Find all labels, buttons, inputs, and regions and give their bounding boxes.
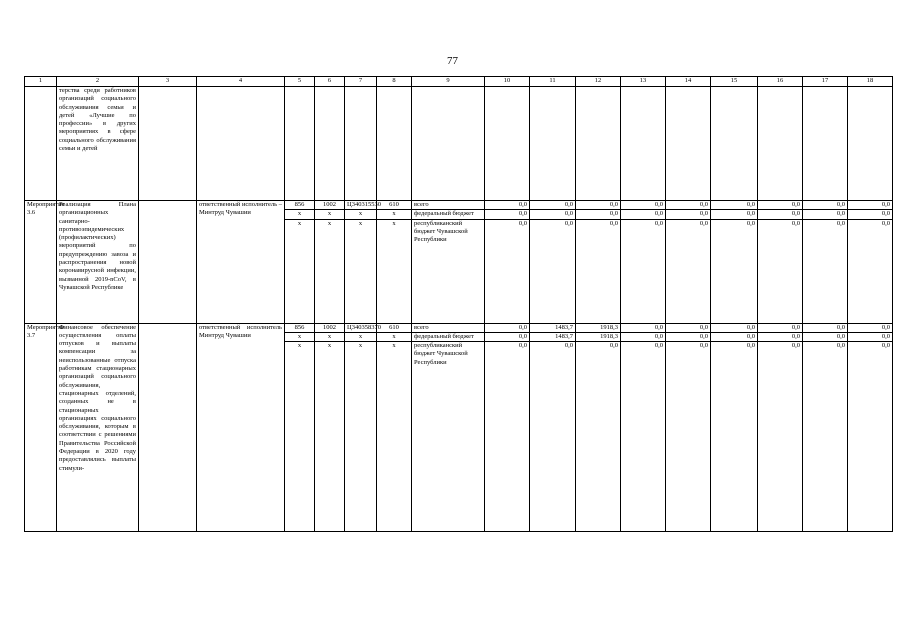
value-cell: 0,0: [711, 332, 758, 341]
budget-table: [24, 76, 893, 532]
col-header: 5: [285, 77, 315, 87]
empty-cell: [848, 87, 893, 201]
source-cell: всего: [412, 201, 485, 210]
value-cell: 0,0: [848, 219, 893, 323]
empty-cell: [576, 87, 621, 201]
csr-cell: Ц340358370: [345, 323, 377, 332]
value-cell: 0,0: [848, 210, 893, 219]
empty-cell: [758, 87, 803, 201]
col-header: 6: [315, 77, 345, 87]
empty-cell: [139, 201, 197, 324]
col-header: 16: [758, 77, 803, 87]
value-cell: 0,0: [485, 219, 530, 323]
table-row: [25, 323, 893, 332]
empty-cell: [666, 87, 711, 201]
empty-cell: [25, 87, 57, 201]
value-cell: 0,0: [711, 201, 758, 210]
event-executor: ответственный исполнитель Минтруд Чувашии: [197, 323, 285, 532]
value-cell: 0,0: [530, 342, 576, 532]
value-cell: 0,0: [530, 210, 576, 219]
event-label: Мероприятие 3.7: [25, 323, 57, 532]
vr-cell: 610: [377, 201, 412, 210]
value-cell: 0,0: [758, 219, 803, 323]
value-cell: 0,0: [666, 332, 711, 341]
empty-cell: [139, 323, 197, 532]
col-header: 1: [25, 77, 57, 87]
vr-cell: x: [377, 332, 412, 341]
empty-cell: [315, 87, 345, 201]
value-cell: 0,0: [711, 219, 758, 323]
value-cell: 0,0: [621, 201, 666, 210]
value-cell: 0,0: [666, 219, 711, 323]
value-cell: 0,0: [485, 332, 530, 341]
value-cell: 0,0: [803, 219, 848, 323]
empty-cell: [285, 87, 315, 201]
continuation-row: [25, 87, 893, 201]
value-cell: 0,0: [576, 342, 621, 532]
value-cell: 0,0: [576, 210, 621, 219]
empty-cell: [711, 87, 758, 201]
vr-cell: x: [377, 342, 412, 532]
empty-cell: [197, 87, 285, 201]
empty-cell: [621, 87, 666, 201]
table-row: [25, 201, 893, 210]
source-cell: федеральный бюджет: [412, 332, 485, 341]
value-cell: 0,0: [758, 210, 803, 219]
value-cell: 0,0: [758, 323, 803, 332]
col-header: 2: [57, 77, 139, 87]
value-cell: 0,0: [758, 332, 803, 341]
value-cell: 0,0: [530, 219, 576, 323]
value-cell: 0,0: [485, 342, 530, 532]
empty-cell: [803, 87, 848, 201]
value-cell: 0,0: [530, 201, 576, 210]
col-header: 12: [576, 77, 621, 87]
vr-cell: 610: [377, 323, 412, 332]
value-cell: 0,0: [621, 219, 666, 323]
value-cell: 0,0: [485, 323, 530, 332]
csr-cell: x: [345, 342, 377, 532]
event-label: Мероприятие 3.6: [25, 201, 57, 324]
vr-cell: x: [377, 210, 412, 219]
col-header: 10: [485, 77, 530, 87]
grbs-cell: x: [285, 342, 315, 532]
value-cell: 0,0: [666, 201, 711, 210]
value-cell: 0,0: [666, 323, 711, 332]
col-header: 4: [197, 77, 285, 87]
csr-cell: x: [345, 332, 377, 341]
value-cell: 0,0: [621, 323, 666, 332]
col-header: 8: [377, 77, 412, 87]
rz-cell: 1002: [315, 201, 345, 210]
rz-cell: x: [315, 342, 345, 532]
value-cell: 0,0: [711, 210, 758, 219]
csr-cell: Ц340315530: [345, 201, 377, 210]
header-row: [25, 77, 893, 87]
value-cell: 0,0: [803, 210, 848, 219]
value-cell: 0,0: [485, 201, 530, 210]
empty-cell: [530, 87, 576, 201]
col-header: 13: [621, 77, 666, 87]
value-cell: 0,0: [576, 201, 621, 210]
col-header: 17: [803, 77, 848, 87]
value-cell: 0,0: [711, 323, 758, 332]
value-cell: 0,0: [848, 332, 893, 341]
continuation-text: терства среди работников организаций социального обслуживания семьи и детей «Лучшие по профессии» в других мероприятиях в сфере социального обслуживания семьи и детей: [57, 87, 139, 201]
grbs-cell: x: [285, 332, 315, 341]
col-header: 18: [848, 77, 893, 87]
value-cell: 0,0: [803, 332, 848, 341]
value-cell: 0,0: [666, 342, 711, 532]
value-cell: 0,0: [758, 201, 803, 210]
page-number: 77: [447, 55, 458, 67]
col-header: 9: [412, 77, 485, 87]
rz-cell: x: [315, 219, 345, 323]
grbs-cell: x: [285, 210, 315, 219]
empty-cell: [485, 87, 530, 201]
csr-cell: x: [345, 210, 377, 219]
value-cell: 0,0: [621, 210, 666, 219]
vr-cell: x: [377, 219, 412, 323]
csr-cell: x: [345, 219, 377, 323]
col-header: 11: [530, 77, 576, 87]
value-cell: 0,0: [576, 219, 621, 323]
event-name: Реализация Плана организационных санитарно-противоэпидемических (профилактических) мероприятий по предупреждению завоза и распространения новой коронавирусной инфекции, вызванной 2019-nCoV, в Чувашской Республике: [57, 201, 139, 324]
source-cell: республиканский бюджет Чувашской Республики: [412, 342, 485, 532]
empty-cell: [345, 87, 377, 201]
value-cell: 0,0: [848, 323, 893, 332]
value-cell: 1483,7: [530, 323, 576, 332]
value-cell: 0,0: [848, 342, 893, 532]
grbs-cell: 856: [285, 323, 315, 332]
col-header: 7: [345, 77, 377, 87]
source-cell: всего: [412, 323, 485, 332]
source-cell: федеральный бюджет: [412, 210, 485, 219]
rz-cell: x: [315, 332, 345, 341]
value-cell: 0,0: [621, 342, 666, 532]
col-header: 3: [139, 77, 197, 87]
value-cell: 0,0: [485, 210, 530, 219]
empty-cell: [377, 87, 412, 201]
value-cell: 1918,3: [576, 323, 621, 332]
empty-cell: [139, 87, 197, 201]
value-cell: 0,0: [848, 201, 893, 210]
value-cell: 0,0: [711, 342, 758, 532]
col-header: 14: [666, 77, 711, 87]
value-cell: 1918,3: [576, 332, 621, 341]
value-cell: 0,0: [621, 332, 666, 341]
rz-cell: x: [315, 210, 345, 219]
grbs-cell: 856: [285, 201, 315, 210]
grbs-cell: x: [285, 219, 315, 323]
value-cell: 0,0: [666, 210, 711, 219]
empty-cell: [412, 87, 485, 201]
value-cell: 0,0: [758, 342, 803, 532]
event-executor: ответственный исполнитель – Минтруд Чувашии: [197, 201, 285, 324]
event-name: Финансовое обеспечение осуществления оплаты отпусков и выплаты компенсации за неиспользованные отпуска работникам стационарных организаций социального обслуживания, стационарных отделений, созданных не в стационарных организациях социального обслуживания, которым в соответствии с решениями Правительства Российской Федерации в 2020 году предоставлялись выплаты стимули-: [57, 323, 139, 532]
col-header: 15: [711, 77, 758, 87]
source-cell: республиканский бюджет Чувашской Республики: [412, 219, 485, 323]
value-cell: 1483,7: [530, 332, 576, 341]
value-cell: 0,0: [803, 201, 848, 210]
value-cell: 0,0: [803, 323, 848, 332]
value-cell: 0,0: [803, 342, 848, 532]
rz-cell: 1002: [315, 323, 345, 332]
